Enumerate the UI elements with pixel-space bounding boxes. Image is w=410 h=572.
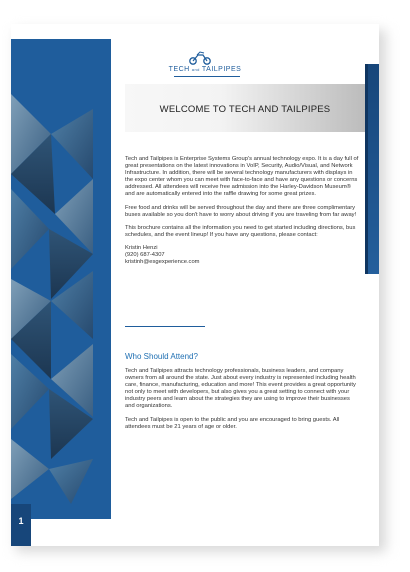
contact-phone: (920) 687-4307	[125, 252, 165, 259]
logo-wordmark: TECH and TAILPIPES	[168, 66, 242, 73]
photo-tile	[49, 459, 93, 504]
contact-name: Kristin Henzi	[125, 244, 158, 251]
intro-section	[125, 156, 361, 266]
attend-paragraph: Tech and Tailpipes attracts technology professionals, business leaders, and company owners from all around the state. Just about every industry is represented including health care, finance, manufacturing, education and more! This event provides a great opportunity not only to meet with developers, but also gives you a great setting to connect with your industry peers and learn about the strategies they are using to improve their businesses and organizations.	[125, 368, 356, 410]
who-should-attend-section	[125, 368, 361, 437]
page-number: 1	[18, 516, 24, 526]
attend-paragraph: Tech and Tailpipes is open to the public and you are encouraged to bring guests. All attendees must be 21 years of age or older.	[125, 416, 340, 430]
brochure-page	[11, 24, 379, 546]
intro-paragraph: Tech and Tailpipes is Enterprise Systems Group's annual technology expo. It is a day full of great presentations on the latest innovations in VoIP, Security, Audio/Visual, and Network Infrastructure. In addition, there will be several technology manufacturers with displays in the expo center whom you can meet with face-to-face and have any questions or concerns addressed. All attendees will receive free admission into the Harley-Davidson Museum® and are automatically entered into the raffle drawing for some great prizes.	[125, 156, 359, 198]
photo-tile	[51, 109, 93, 179]
logo-underline	[174, 76, 240, 77]
intro-paragraph: This brochure contains all the information you need to get started including directions, bus schedules, and the event lineup! If you have any questions, please contact:	[125, 224, 356, 238]
right-accent-bar	[365, 64, 379, 274]
photo-tile	[11, 439, 49, 499]
section-divider	[125, 326, 205, 327]
intro-paragraph: Free food and drinks will be served throughout the day and there are three complimentary buses available so you don't have to worry about driving if you are traveling from far away!	[125, 204, 357, 218]
page-title: WELCOME TO TECH AND TAILPIPES	[159, 104, 331, 115]
who-should-attend-heading: Who Should Attend?	[125, 352, 198, 361]
photo-mosaic	[11, 39, 111, 509]
contact-email: kristinh@esgexperience.com	[125, 259, 200, 266]
